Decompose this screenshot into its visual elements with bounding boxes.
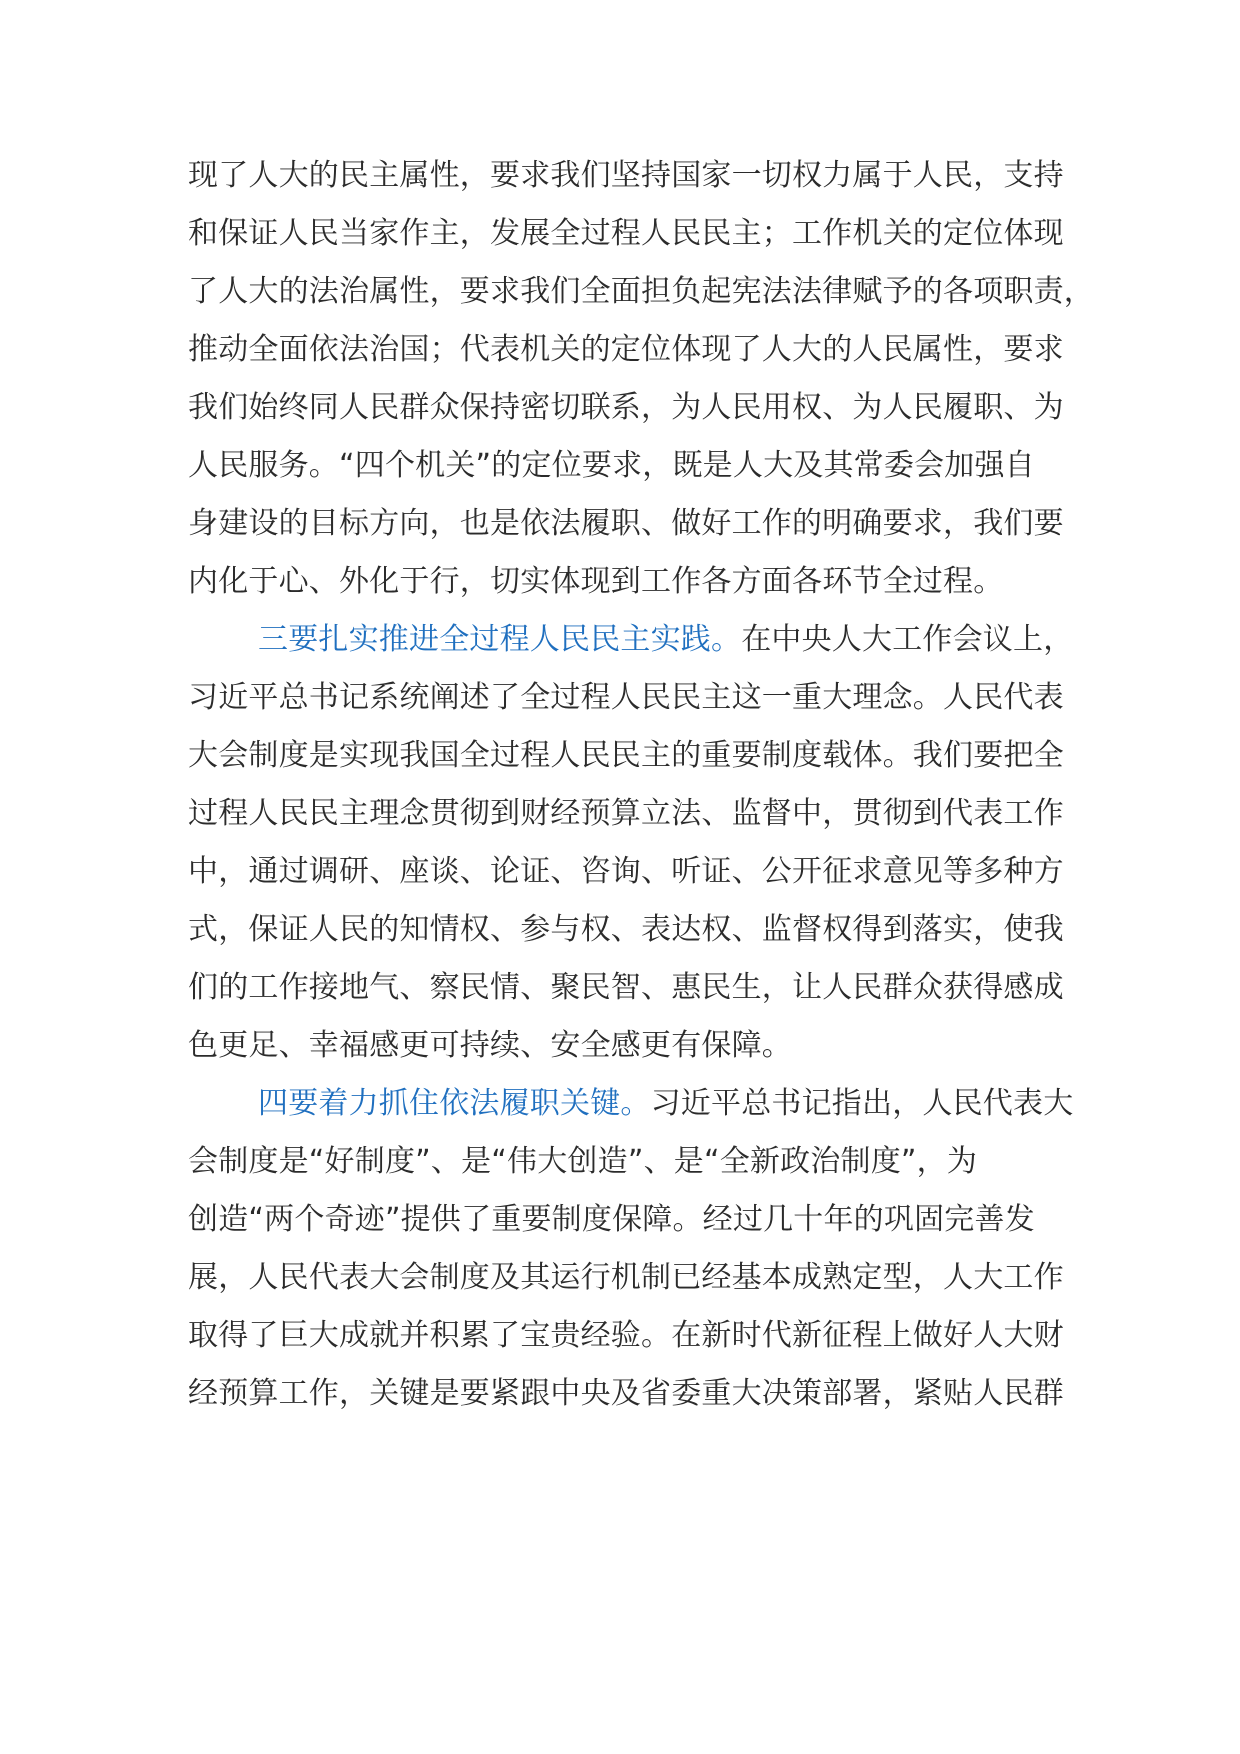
paragraph-line: 习近平总书记系统阐述了全过程人民民主这一重大理念。人民代表	[188, 680, 1064, 715]
paragraph-line: 展，人民代表大会制度及其运行机制已经基本成熟定型，人大工作	[188, 1260, 1064, 1295]
paragraph-line: 内化于心、外化于行，切实体现到工作各方面各环节全过程。	[188, 564, 1004, 599]
paragraph-line: 推动全面依法治国；代表机关的定位体现了人大的人民属性，要求	[188, 332, 1064, 367]
paragraph-line: 了人大的法治属性，要求我们全面担负起宪法法律赋予的各项职责，	[188, 274, 1094, 309]
paragraph-line: 色更足、幸福感更可持续、安全感更有保障。	[188, 1028, 792, 1063]
paragraph-line: 身建设的目标方向，也是依法履职、做好工作的明确要求，我们要	[188, 506, 1064, 541]
paragraph-line: 中，通过调研、座谈、论证、咨询、听证、公开征求意见等多种方	[188, 854, 1064, 889]
paragraph-line: 取得了巨大成就并积累了宝贵经验。在新时代新征程上做好人大财	[188, 1318, 1064, 1353]
section-heading: 四要着力抓住依法履职关键。	[258, 1086, 651, 1121]
section-heading: 三要扎实推进全过程人民民主实践。	[258, 622, 742, 657]
paragraph-line: 经预算工作，关键是要紧跟中央及省委重大决策部署，紧贴人民群	[188, 1376, 1064, 1411]
paragraph-text: 习近平总书记指出，人民代表大	[650, 1086, 1074, 1121]
paragraph-line: 们的工作接地气、察民情、聚民智、惠民生，让人民群众获得感成	[188, 970, 1064, 1005]
paragraph-line: 我们始终同人民群众保持密切联系，为人民用权、为人民履职、为	[188, 390, 1064, 425]
paragraph-text: 在中央人大工作会议上，	[741, 622, 1074, 657]
paragraph-first-line	[258, 618, 1073, 662]
paragraph-line: 过程人民民主理念贯彻到财经预算立法、监督中，贯彻到代表工作	[188, 796, 1064, 831]
paragraph-line: 会制度是“好制度”、是“伟大创造”、是“全新政治制度”，为	[188, 1144, 978, 1179]
paragraph-first-line	[258, 1082, 1073, 1126]
paragraph-line: 现了人大的民主属性，要求我们坚持国家一切权力属于人民，支持	[188, 158, 1064, 193]
paragraph-line: 式，保证人民的知情权、参与权、表达权、监督权得到落实，使我	[188, 912, 1064, 947]
paragraph-line: 大会制度是实现我国全过程人民民主的重要制度载体。我们要把全	[188, 738, 1064, 773]
paragraph-line: 和保证人民当家作主，发展全过程人民民主；工作机关的定位体现	[188, 216, 1064, 251]
paragraph-line: 创造“两个奇迹”提供了重要制度保障。经过几十年的巩固完善发	[188, 1202, 1035, 1237]
paragraph-line: 人民服务。“四个机关”的定位要求，既是人大及其常委会加强自	[188, 448, 1035, 483]
